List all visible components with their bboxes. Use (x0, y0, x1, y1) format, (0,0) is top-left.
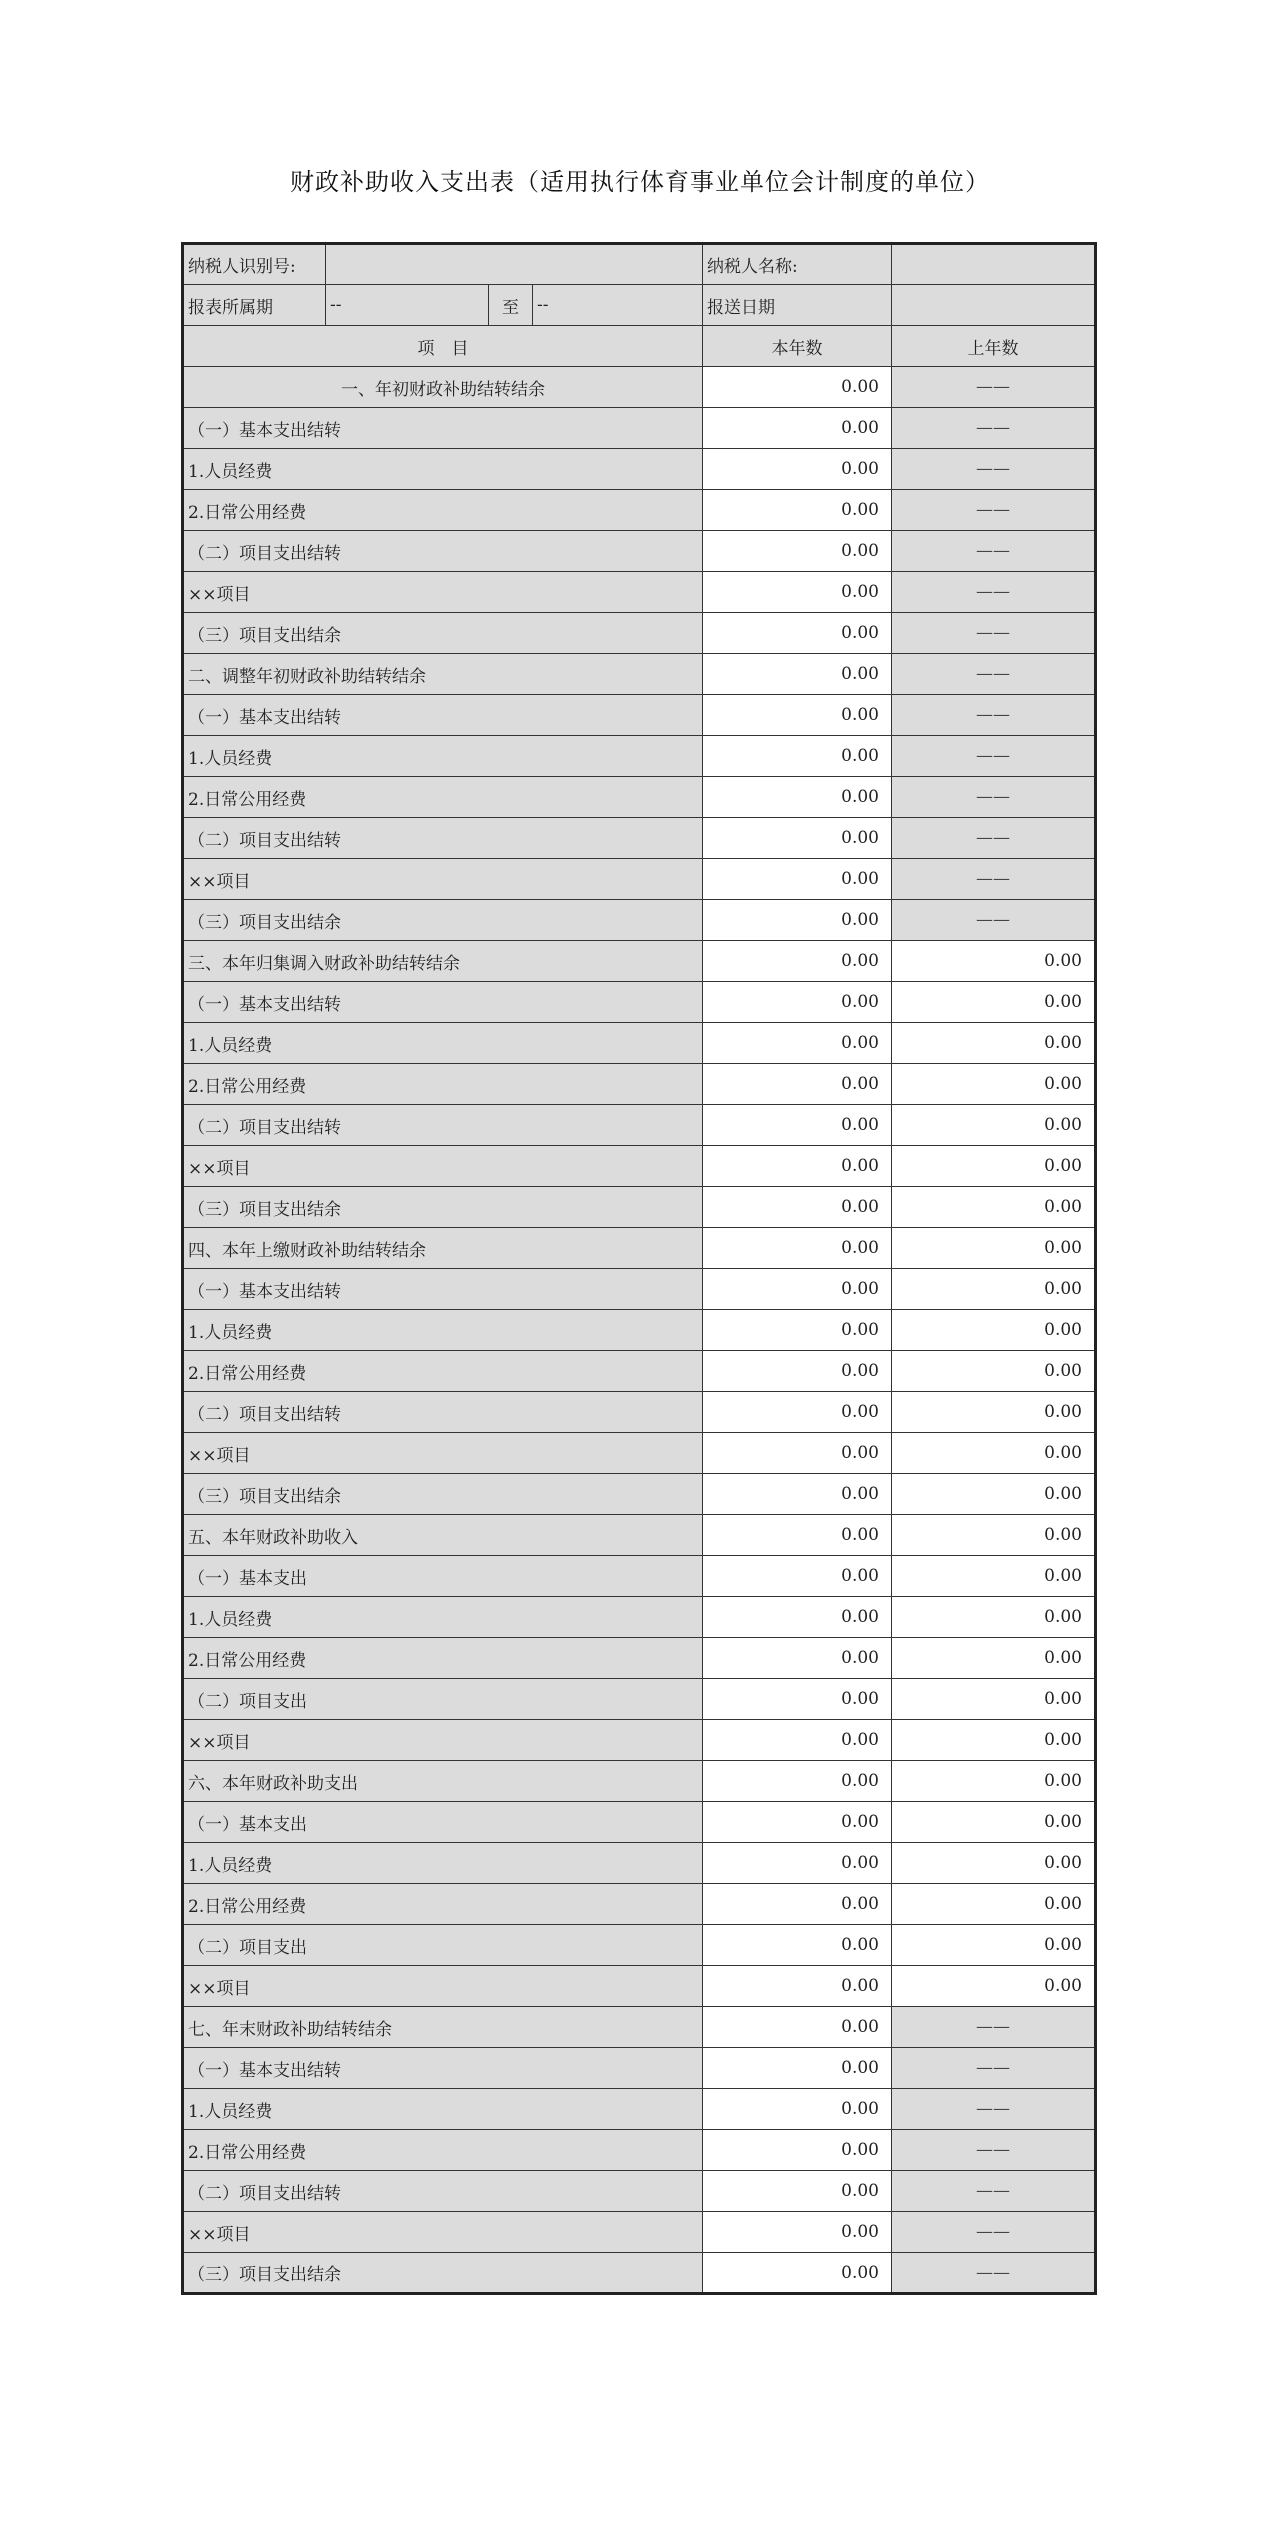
prior-year-value[interactable]: 0.00 (892, 1351, 1096, 1392)
row-label: 2.日常公用经费 (183, 1638, 703, 1679)
row-label: 2.日常公用经费 (183, 777, 703, 818)
row-label: 2.日常公用经费 (183, 1351, 703, 1392)
prior-year-value[interactable]: 0.00 (892, 1515, 1096, 1556)
current-year-value[interactable]: 0.00 (703, 1843, 892, 1884)
row-label: 1.人员经费 (183, 449, 703, 490)
current-year-value[interactable]: 0.00 (703, 490, 892, 531)
current-year-value[interactable]: 0.00 (703, 1515, 892, 1556)
table-row (183, 736, 1096, 777)
prior-year-value[interactable]: 0.00 (892, 1187, 1096, 1228)
row-label: （一）基本支出结转 (183, 982, 703, 1023)
current-year-value[interactable]: 0.00 (703, 1966, 892, 2007)
prior-year-value[interactable]: 0.00 (892, 1966, 1096, 2007)
current-year-value[interactable]: 0.00 (703, 1392, 892, 1433)
prior-year-value: —— (892, 408, 1096, 449)
current-year-value[interactable]: 0.00 (703, 695, 892, 736)
current-year-value[interactable]: 0.00 (703, 1310, 892, 1351)
prior-year-value: —— (892, 449, 1096, 490)
prior-year-value[interactable]: 0.00 (892, 1679, 1096, 1720)
row-label: 1.人员经费 (183, 1597, 703, 1638)
table-row (183, 695, 1096, 736)
prior-year-value: —— (892, 2048, 1096, 2089)
row-label: （三）项目支出结余 (183, 2253, 703, 2294)
current-year-value[interactable]: 0.00 (703, 367, 892, 408)
row-label: （二）项目支出结转 (183, 531, 703, 572)
table-row (183, 1720, 1096, 1761)
prior-year-value: —— (892, 900, 1096, 941)
table-row (183, 1966, 1096, 2007)
prior-year-value[interactable]: 0.00 (892, 1884, 1096, 1925)
prior-year-value: —— (892, 2089, 1096, 2130)
current-year-value[interactable]: 0.00 (703, 1720, 892, 1761)
prior-year-value[interactable]: 0.00 (892, 1802, 1096, 1843)
current-year-value[interactable]: 0.00 (703, 1433, 892, 1474)
prior-year-value[interactable]: 0.00 (892, 1761, 1096, 1802)
current-year-value[interactable]: 0.00 (703, 1556, 892, 1597)
prior-year-value: —— (892, 818, 1096, 859)
period-row (183, 285, 1096, 326)
table-row (183, 490, 1096, 531)
row-label: 一、年初财政补助结转结余 (183, 367, 703, 408)
row-label: 七、年末财政补助结转结余 (183, 2007, 703, 2048)
prior-year-value: —— (892, 2253, 1096, 2294)
table-row (183, 1679, 1096, 1720)
current-year-value[interactable]: 0.00 (703, 1105, 892, 1146)
table-row (183, 408, 1096, 449)
current-year-value[interactable]: 0.00 (703, 1761, 892, 1802)
row-label: ××项目 (183, 1966, 703, 2007)
current-year-value[interactable]: 0.00 (703, 654, 892, 695)
row-label: ××项目 (183, 1720, 703, 1761)
row-label: ××项目 (183, 859, 703, 900)
current-year-value[interactable]: 0.00 (703, 818, 892, 859)
prior-year-value: —— (892, 613, 1096, 654)
table-row (183, 1023, 1096, 1064)
current-year-value[interactable]: 0.00 (703, 1351, 892, 1392)
table-row (183, 777, 1096, 818)
row-label: （二）项目支出结转 (183, 818, 703, 859)
current-year-value[interactable]: 0.00 (703, 1679, 892, 1720)
table-row (183, 2212, 1096, 2253)
table-row (183, 1556, 1096, 1597)
current-year-value[interactable]: 0.00 (703, 900, 892, 941)
current-year-value[interactable]: 0.00 (703, 1064, 892, 1105)
row-label: （一）基本支出结转 (183, 408, 703, 449)
row-label: （三）项目支出结余 (183, 1187, 703, 1228)
prior-year-value: —— (892, 2007, 1096, 2048)
row-label: （一）基本支出结转 (183, 695, 703, 736)
row-label: 2.日常公用经费 (183, 1064, 703, 1105)
table-row (183, 1392, 1096, 1433)
report-table (181, 242, 1097, 2295)
row-label: ××项目 (183, 2212, 703, 2253)
table-row (183, 1802, 1096, 1843)
report-date-field[interactable] (892, 285, 1096, 326)
taxpayer-id-label: 纳税人识别号: (183, 244, 326, 285)
table-row (183, 367, 1096, 408)
column-header-row (183, 326, 1096, 367)
current-year-value[interactable]: 0.00 (703, 1269, 892, 1310)
row-label: （二）项目支出结转 (183, 1105, 703, 1146)
prior-year-value[interactable]: 0.00 (892, 1720, 1096, 1761)
prior-year-value: —— (892, 2130, 1096, 2171)
table-row (183, 1597, 1096, 1638)
table-row (183, 859, 1096, 900)
table-row (183, 982, 1096, 1023)
table-row (183, 1105, 1096, 1146)
prior-year-value[interactable]: 0.00 (892, 941, 1096, 982)
prior-year-value[interactable]: 0.00 (892, 1392, 1096, 1433)
current-year-value[interactable]: 0.00 (703, 2007, 892, 2048)
prior-year-value[interactable]: 0.00 (892, 1064, 1096, 1105)
current-year-value[interactable]: 0.00 (703, 1228, 892, 1269)
row-label: 2.日常公用经费 (183, 2130, 703, 2171)
table-row (183, 1474, 1096, 1515)
prior-year-value[interactable]: 0.00 (892, 1433, 1096, 1474)
current-year-value[interactable]: 0.00 (703, 2212, 892, 2253)
row-label: 1.人员经费 (183, 736, 703, 777)
table-row (183, 572, 1096, 613)
prior-year-value: —— (892, 2212, 1096, 2253)
table-row (183, 1310, 1096, 1351)
period-to-field[interactable]: -- (533, 285, 703, 326)
taxpayer-name-label: 纳税人名称: (703, 244, 892, 285)
current-year-value[interactable]: 0.00 (703, 449, 892, 490)
table-row (183, 1064, 1096, 1105)
current-year-value[interactable]: 0.00 (703, 572, 892, 613)
row-label: 三、本年归集调入财政补助结转结余 (183, 941, 703, 982)
prior-year-value: —— (892, 654, 1096, 695)
taxpayer-row (183, 244, 1096, 285)
table-row (183, 1433, 1096, 1474)
current-year-value[interactable]: 0.00 (703, 982, 892, 1023)
row-label: 二、调整年初财政补助结转结余 (183, 654, 703, 695)
current-year-value[interactable]: 0.00 (703, 1884, 892, 1925)
row-label: （一）基本支出 (183, 1802, 703, 1843)
table-row (183, 900, 1096, 941)
row-label: ××项目 (183, 1433, 703, 1474)
table-row (183, 941, 1096, 982)
table-row (183, 2007, 1096, 2048)
current-year-value[interactable]: 0.00 (703, 2253, 892, 2294)
table-row (183, 613, 1096, 654)
table-row (183, 654, 1096, 695)
current-year-value[interactable]: 0.00 (703, 2048, 892, 2089)
current-year-value[interactable]: 0.00 (703, 1187, 892, 1228)
table-row (183, 1884, 1096, 1925)
row-label: （三）项目支出结余 (183, 1474, 703, 1515)
row-label: （一）基本支出结转 (183, 1269, 703, 1310)
table-row (183, 531, 1096, 572)
current-year-value[interactable]: 0.00 (703, 1023, 892, 1064)
prior-year-value: —— (892, 490, 1096, 531)
row-label: （二）项目支出 (183, 1679, 703, 1720)
prior-year-value[interactable]: 0.00 (892, 1474, 1096, 1515)
table-row (183, 1228, 1096, 1269)
row-label: ××项目 (183, 1146, 703, 1187)
prior-year-value[interactable]: 0.00 (892, 1023, 1096, 1064)
row-label: 1.人员经费 (183, 1843, 703, 1884)
prior-year-value: —— (892, 859, 1096, 900)
prior-year-value[interactable]: 0.00 (892, 1925, 1096, 1966)
prior-year-value[interactable]: 0.00 (892, 1105, 1096, 1146)
prior-year-value[interactable]: 0.00 (892, 1310, 1096, 1351)
row-label: （三）项目支出结余 (183, 900, 703, 941)
row-label: （三）项目支出结余 (183, 613, 703, 654)
current-year-value[interactable]: 0.00 (703, 408, 892, 449)
row-label: （一）基本支出结转 (183, 2048, 703, 2089)
report-date-label: 报送日期 (703, 285, 892, 326)
prior-year-value[interactable]: 0.00 (892, 1597, 1096, 1638)
report-title: 财政补助收入支出表（适用执行体育事业单位会计制度的单位） (290, 168, 990, 196)
row-label: 1.人员经费 (183, 1023, 703, 1064)
prior-year-value[interactable]: 0.00 (892, 1843, 1096, 1884)
prior-year-value: —— (892, 572, 1096, 613)
table-row (183, 1515, 1096, 1556)
row-label: 2.日常公用经费 (183, 1884, 703, 1925)
row-label: 四、本年上缴财政补助结转结余 (183, 1228, 703, 1269)
table-row (183, 1351, 1096, 1392)
table-row (183, 2048, 1096, 2089)
row-label: 2.日常公用经费 (183, 490, 703, 531)
table-row (183, 1761, 1096, 1802)
prior-year-value[interactable]: 0.00 (892, 1269, 1096, 1310)
current-year-value[interactable]: 0.00 (703, 531, 892, 572)
prior-year-value[interactable]: 0.00 (892, 1146, 1096, 1187)
table-row (183, 1269, 1096, 1310)
row-label: 六、本年财政补助支出 (183, 1761, 703, 1802)
row-label: （二）项目支出结转 (183, 1392, 703, 1433)
column-header-prior-year: 上年数 (892, 326, 1096, 367)
column-header-current-year: 本年数 (703, 326, 892, 367)
row-label: 1.人员经费 (183, 2089, 703, 2130)
row-label: （二）项目支出结转 (183, 2171, 703, 2212)
taxpayer-id-field[interactable] (326, 244, 703, 285)
current-year-value[interactable]: 0.00 (703, 941, 892, 982)
prior-year-value[interactable]: 0.00 (892, 1638, 1096, 1679)
table-row (183, 2089, 1096, 2130)
table-row (183, 1638, 1096, 1679)
current-year-value[interactable]: 0.00 (703, 1638, 892, 1679)
prior-year-value[interactable]: 0.00 (892, 1556, 1096, 1597)
taxpayer-name-field[interactable] (892, 244, 1096, 285)
current-year-value[interactable]: 0.00 (703, 2089, 892, 2130)
period-from-field[interactable]: -- (326, 285, 489, 326)
period-label: 报表所属期 (183, 285, 326, 326)
prior-year-value[interactable]: 0.00 (892, 1228, 1096, 1269)
current-year-value[interactable]: 0.00 (703, 2130, 892, 2171)
current-year-value[interactable]: 0.00 (703, 736, 892, 777)
row-label: （二）项目支出 (183, 1925, 703, 1966)
table-row (183, 2130, 1096, 2171)
table-row (183, 449, 1096, 490)
table-row (183, 2253, 1096, 2294)
prior-year-value: —— (892, 2171, 1096, 2212)
row-label: 五、本年财政补助收入 (183, 1515, 703, 1556)
table-row (183, 1187, 1096, 1228)
table-row (183, 1843, 1096, 1884)
current-year-value[interactable]: 0.00 (703, 613, 892, 654)
current-year-value[interactable]: 0.00 (703, 1474, 892, 1515)
prior-year-value: —— (892, 367, 1096, 408)
table-row (183, 1146, 1096, 1187)
period-to-label: 至 (489, 285, 533, 326)
current-year-value[interactable]: 0.00 (703, 1146, 892, 1187)
current-year-value[interactable]: 0.00 (703, 2171, 892, 2212)
current-year-value[interactable]: 0.00 (703, 859, 892, 900)
current-year-value[interactable]: 0.00 (703, 777, 892, 818)
current-year-value[interactable]: 0.00 (703, 1597, 892, 1638)
row-label: （一）基本支出 (183, 1556, 703, 1597)
row-label: ××项目 (183, 572, 703, 613)
current-year-value[interactable]: 0.00 (703, 1802, 892, 1843)
column-header-item: 项 目 (183, 326, 703, 367)
prior-year-value: —— (892, 736, 1096, 777)
row-label: 1.人员经费 (183, 1310, 703, 1351)
table-row (183, 2171, 1096, 2212)
prior-year-value[interactable]: 0.00 (892, 982, 1096, 1023)
table-row (183, 1925, 1096, 1966)
prior-year-value: —— (892, 777, 1096, 818)
prior-year-value: —— (892, 531, 1096, 572)
current-year-value[interactable]: 0.00 (703, 1925, 892, 1966)
prior-year-value: —— (892, 695, 1096, 736)
table-row (183, 818, 1096, 859)
